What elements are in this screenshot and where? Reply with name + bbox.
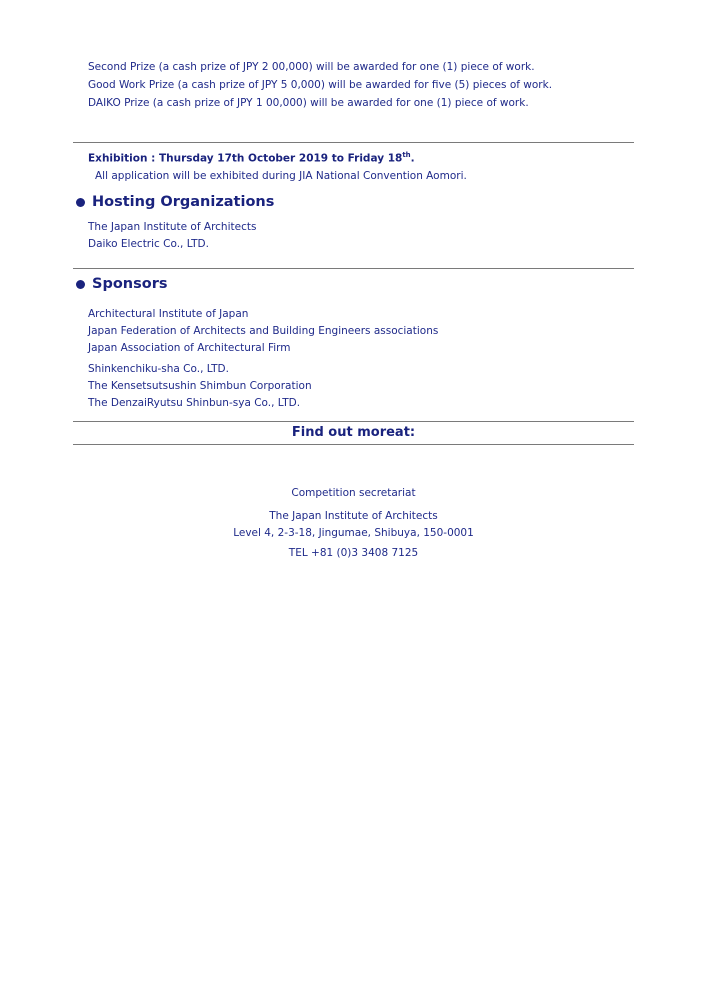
find-out-more-heading: Find out moreat: <box>291 425 416 440</box>
exhibition-title-sup: th <box>402 151 411 159</box>
prize-second: Second Prize (a cash prize of JPY 2 00,000) will be awarded for one (1) piece of work. <box>88 61 535 73</box>
contact-label <box>73 486 634 503</box>
sponsor-item: Japan Association of Architectural Firm <box>88 342 291 354</box>
sponsors-heading-text: Sponsors <box>92 276 168 292</box>
sponsors-heading <box>76 276 167 292</box>
bullet-icon <box>76 280 85 289</box>
prize-daiko: DAIKO Prize (a cash prize of JPY 1 00,000) will be awarded for one (1) piece of work. <box>88 97 529 109</box>
exhibition-note: All application will be exhibited during JIA National Convention Aomori. <box>95 170 467 182</box>
sponsor-item: The Kensetsutsushin Shimbun Corporation <box>88 380 312 392</box>
sponsor-item: Japan Federation of Architects and Building Engineers associations <box>88 325 439 337</box>
sponsors-list-1 <box>88 307 438 358</box>
divider-1 <box>73 142 634 143</box>
divider-2 <box>73 268 634 269</box>
contact-label-text: Competition secretariat <box>291 487 416 499</box>
exhibition-title-text: Exhibition : Thursday 17th October 2019 to Friday 18 <box>88 152 403 165</box>
sponsor-item: Architectural Institute of Japan <box>88 308 249 320</box>
divider-3 <box>73 421 634 422</box>
exhibition-title <box>88 151 415 165</box>
divider-4 <box>73 444 634 445</box>
hosting-heading-text: Hosting Organizations <box>92 194 275 210</box>
prize-good-work: Good Work Prize (a cash prize of JPY 5 0,000) will be awarded for five (5) pieces of work. <box>88 79 553 91</box>
hosting-item: The Japan Institute of Architects <box>88 221 257 233</box>
sponsor-item: The DenzaiRyutsu Shinbun-sya Co., LTD. <box>88 397 301 409</box>
hosting-list <box>88 220 256 254</box>
sponsor-item: Shinkenchiku-sha Co., LTD. <box>88 363 229 375</box>
prize-list <box>88 60 552 114</box>
contact-tel: TEL +81 (0)3 3408 7125 <box>288 547 419 559</box>
sponsors-list-2 <box>88 362 312 413</box>
hosting-heading <box>76 194 274 210</box>
contact-address: Level 4, 2-3-18, Jingumae, Shibuya, 150-0001 <box>233 527 474 539</box>
hosting-item: Daiko Electric Co., LTD. <box>88 238 209 250</box>
contact-org: The Japan Institute of Architects <box>269 510 438 522</box>
exhibition-title-end: . <box>410 152 415 165</box>
bullet-icon <box>76 198 85 207</box>
contact-details <box>73 509 634 563</box>
